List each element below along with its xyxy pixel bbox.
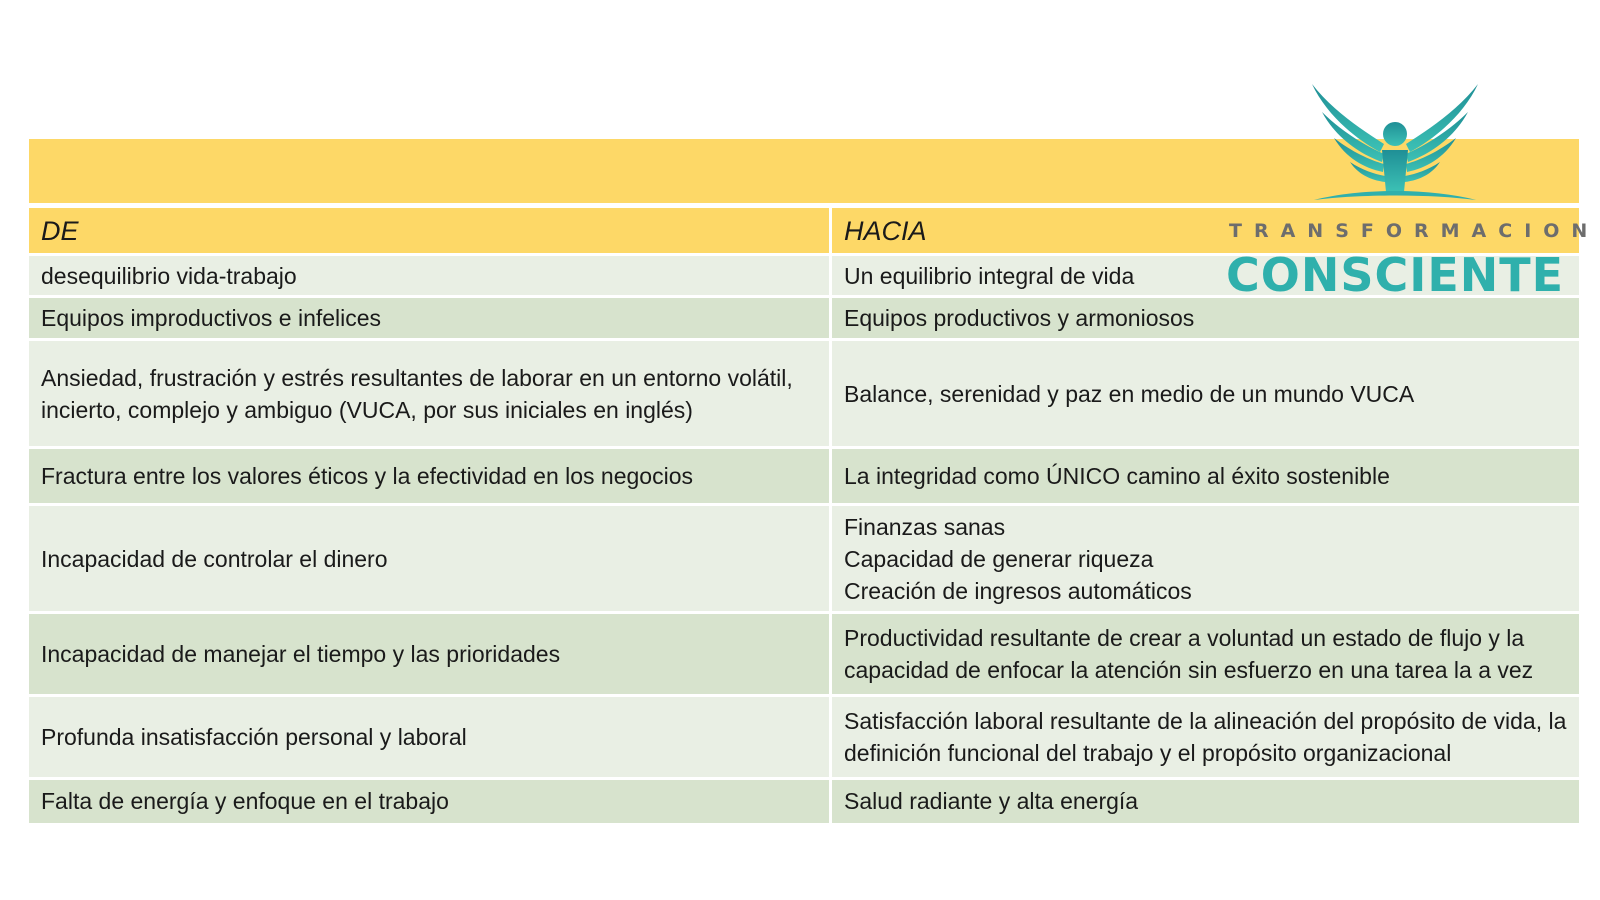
row-from-cell: Incapacidad de controlar el dinero xyxy=(29,505,831,613)
row-from-cell: Incapacidad de manejar el tiempo y las prioridades xyxy=(29,613,831,696)
table-row xyxy=(29,448,1579,505)
table-row xyxy=(29,297,1579,340)
header-to: HACIA xyxy=(831,208,1580,255)
row-from-cell: Equipos improductivos e infelices xyxy=(29,297,831,340)
row-to-cell: Balance, serenidad y paz en medio de un mundo VUCA xyxy=(831,340,1580,448)
table-row xyxy=(29,613,1579,696)
row-from-cell: Ansiedad, frustración y estrés resultantes de laborar en un entorno volátil, incierto, complejo y ambiguo (VUCA, por sus iniciales en inglés) xyxy=(29,340,831,448)
transformacion-consciente-logo xyxy=(1225,82,1600,302)
logo-text-consciente: CONSCIENTE xyxy=(1225,248,1565,302)
row-from-cell: Fractura entre los valores éticos y la efectividad en los negocios xyxy=(29,448,831,505)
table-row xyxy=(29,340,1579,448)
row-from-cell: Falta de energía y enfoque en el trabajo xyxy=(29,779,831,823)
row-to-cell: Productividad resultante de crear a voluntad un estado de flujo y la capacidad de enfocar la atención sin esfuerzo en una tarea la a vez xyxy=(831,613,1580,696)
row-to-cell: Un equilibrio integral de vida xyxy=(831,255,1580,297)
row-to-cell: Finanzas sanas Capacidad de generar riqueza Creación de ingresos automáticos xyxy=(831,505,1580,613)
logo-text-transformacion: TRANSFORMACION xyxy=(1229,220,1600,242)
header-from: DE xyxy=(29,208,831,255)
row-from-cell: desequilibrio vida-trabajo xyxy=(29,255,831,297)
table-row xyxy=(29,696,1579,779)
winged-figure-icon xyxy=(1310,82,1480,204)
row-to-cell: Equipos productivos y armoniosos xyxy=(831,297,1580,340)
table-row xyxy=(29,779,1579,823)
row-to-cell: La integridad como ÚNICO camino al éxito sostenible xyxy=(831,448,1580,505)
row-from-cell: Profunda insatisfacción personal y laboral xyxy=(29,696,831,779)
table-row xyxy=(29,505,1579,613)
row-to-cell: Satisfacción laboral resultante de la alineación del propósito de vida, la definición funcional del trabajo y el propósito organizacional xyxy=(831,696,1580,779)
row-to-cell: Salud radiante y alta energía xyxy=(831,779,1580,823)
